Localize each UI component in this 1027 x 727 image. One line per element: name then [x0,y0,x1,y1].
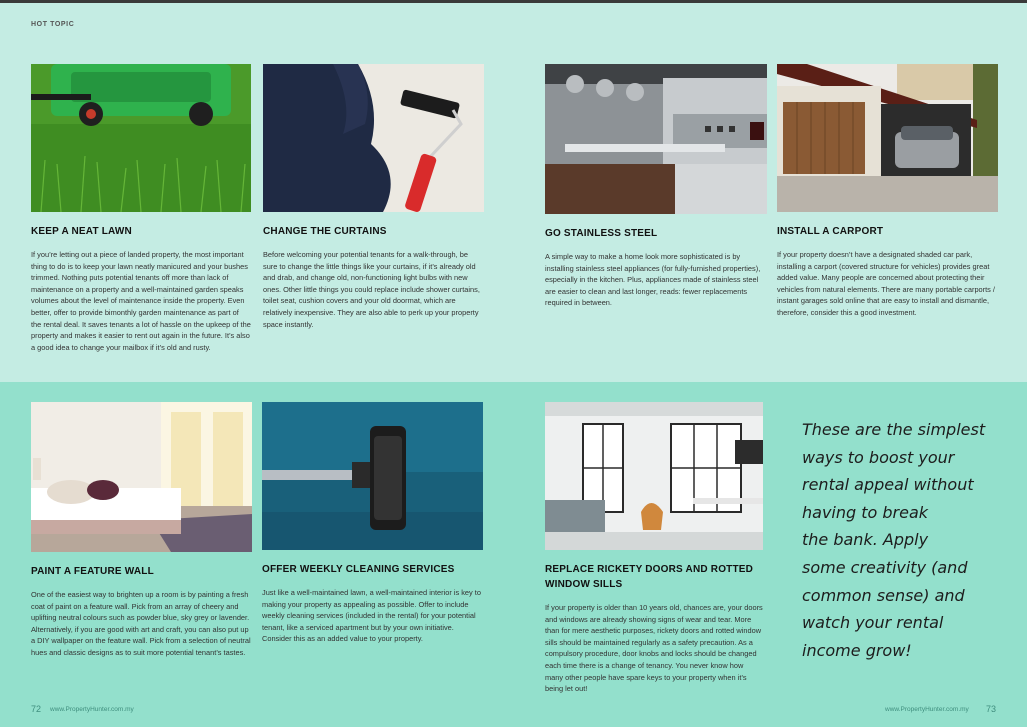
left-footer-site-link[interactable]: www.PropertyHunter.com.my [50,706,134,713]
card-title: KEEP A NEAT LAWN [31,226,132,237]
card-body: One of the easiest way to brighten up a room is by painting a fresh coat of paint on a feature wall. Pick from an array of cheery and uplifting neutral colours such as powder blue, sky grey or lavender. Alternatively, if you are good with art and craft, you can also put up a DIY wallpaper on the feature wall. Pick from a selection of neutral hues and classic designs as to suit more potential tenant’s tastes. [31,590,251,657]
card-body: A simple way to make a home look more sophisticated is by installing stainless steel appliances (for fully-furnished properties), especially in the kitchen. Plus, appliances made of stainless steel are easier to clean and last longer, reads: fewer replacements required in between. [545,252,761,308]
quote-line: income grow! [802,640,912,660]
quote-line: the bank. Apply [802,530,929,550]
section-label: HOT TOPIC [31,21,75,28]
card-paint-a-feature-wall [31,402,252,659]
right-page-number: 73 [986,704,997,714]
card-install-a-carport [777,64,998,319]
vacuum-carpet-photo-icon [262,402,483,550]
card-body: If you’re letting out a piece of landed property, the most important thing to do is to keep your lawn neatly manicured and your bushes trimmed. Nothing puts potential tenants off more than lack of maintenance on a property and a well-maintained garden speaks volumes about the level of maintenance inside the property. Even better, offer to provide bimonthly garden maintenance as part of the rental deal. It saves tenants a lot of hassle on the upkeep of the property and makes it easier to rent out again in the future. It’s also a good idea to change your mailbox if it’s old and rusty. [31,250,251,352]
pull-quote [802,416,1002,664]
left-page-number: 72 [31,704,42,714]
card-body: If your property doesn’t have a designated shaded car park, installing a carport (covered structure for vehicles) provides great added value. Many people are concerned about protecting their vehicles from natural elements. There are many portable carports / instant garages sold online that are easy to install and dismantle, therefore, consider this a good investment. [777,250,995,317]
quote-line: common sense) and [802,585,965,605]
living-room-photo-icon [545,402,763,550]
card-go-stainless-steel [545,64,767,309]
quote-line: having to break [802,502,929,522]
card-title: GO STAINLESS STEEL [545,228,658,239]
quote-line: These are the simplest [802,420,986,439]
card-title: INSTALL A CARPORT [777,226,884,237]
card-title: CHANGE THE CURTAINS [263,226,387,237]
stainless-oven-photo-icon [545,64,767,214]
card-title: OFFER WEEKLY CLEANING SERVICES [262,564,455,575]
quote-line: ways to boost your [802,447,955,467]
carport-photo-icon [777,64,998,212]
quote-line: some creativity (and [802,557,968,577]
right-footer-site-link[interactable]: www.PropertyHunter.com.my [885,706,969,713]
quote-line: watch your rental [802,613,944,633]
card-title: REPLACE RICKETY DOORS AND ROTTED WINDOW SILLS [545,564,754,590]
card-offer-weekly-cleaning-services [262,402,483,645]
card-keep-a-neat-lawn [31,64,251,353]
card-title: PAINT A FEATURE WALL [31,566,154,577]
lawnmower-photo-icon [31,64,251,212]
card-change-the-curtains [263,64,484,330]
card-replace-rickety-doors [545,402,763,695]
bedroom-photo-icon [31,402,252,552]
paint-roller-photo-icon [263,64,484,212]
card-body: If your property is older than 10 years old, chances are, your doors and windows are already showing signs of wear and tear. More than for mere aesthetic purposes, rickety doors and rotted window sills should be maintained regularly as a safety precaution. As a compulsory procedure, door knobs and locks should be changed each time there is a change of tenancy. You never know how many other people have spare keys to your property when it’s being let out! [545,603,763,694]
quote-line: rental appeal without [802,475,974,495]
card-body: Just like a well-maintained lawn, a well-maintained interior is key to making your property as appealing as possible. Offer to include weekly cleaning services (included in the rental) for your potential tenant, like a serviced apartment but by your own initiative. Consider this as an added value to your property. [262,588,481,644]
card-body: Before welcoming your potential tenants for a walk-through, be sure to change the little things like your curtains, if it’s already old and drab, and change old, non-functioning light bulbs with new ones. Other little things you could replace include shower curtains, toilet seat, cushion covers and your old doormat, which are relatively inexpensive. They are also able to perk up your property space instantly. [263,250,480,329]
